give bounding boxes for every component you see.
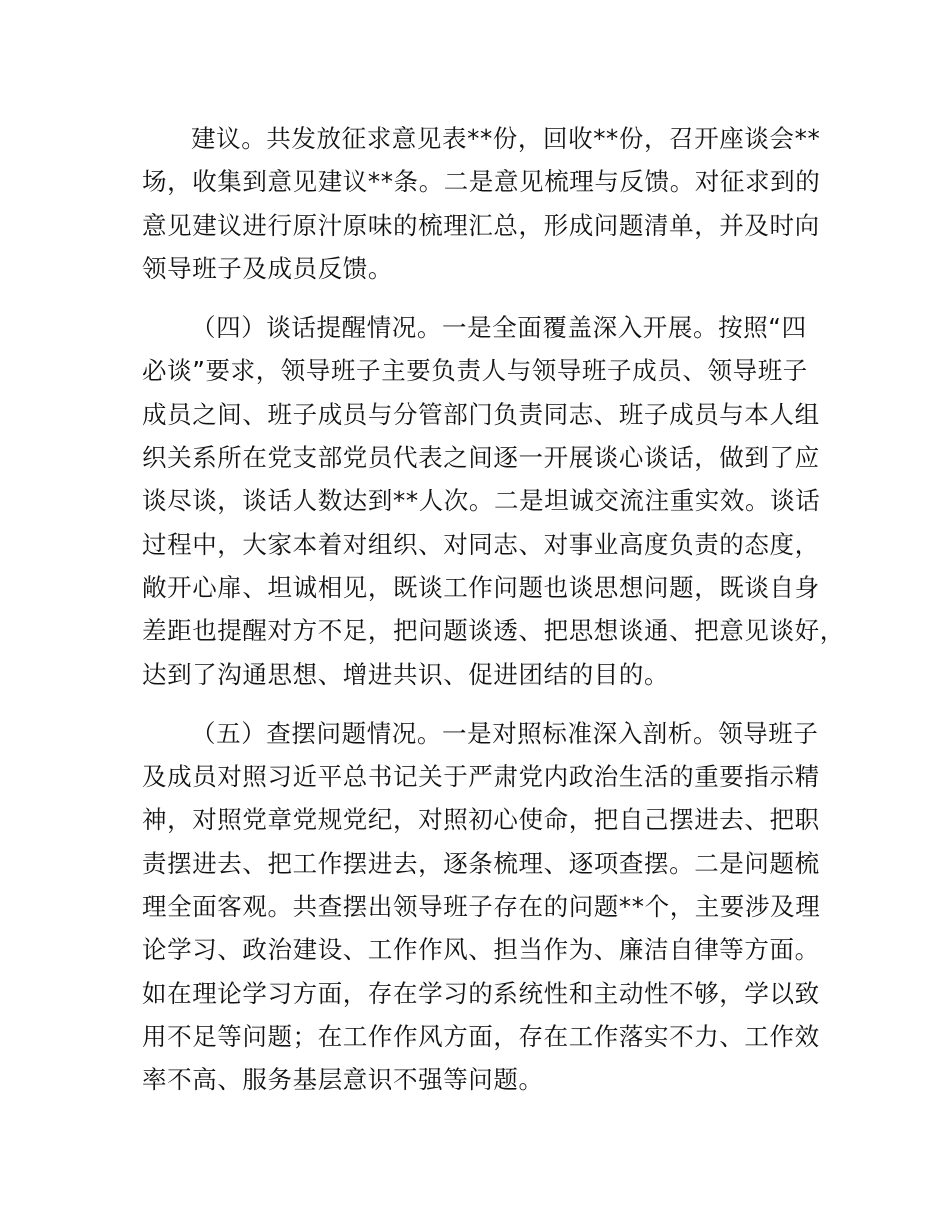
text-line: 如在理论学习方面，存在学习的系统性和主动性不够，学以致: [142, 978, 820, 1008]
text-line: 差距也提醒对方不足，把问题谈透、把思想谈通、把意见谈好，: [142, 616, 845, 646]
text-line: 意见建议进行原汁原味的梳理汇总，形成问题清单，并及时向: [142, 210, 820, 240]
text-line: 率不高、服务基层意识不强等问题。: [142, 1065, 544, 1095]
text-line: 过程中，大家本着对组织、对同志、对事业高度负责的态度，: [142, 529, 820, 559]
text-line: （五）查摆问题情况。一是对照标准深入剖析。领导班子: [191, 718, 819, 748]
text-line: 建议。共发放征求意见表**份，回收**份，召开座谈会**: [191, 124, 821, 153]
text-line: 谈尽谈，谈话人数达到**人次。二是坦诚交流注重实效。谈话: [142, 486, 821, 516]
paragraph-problem-check: [142, 712, 842, 1102]
text-line: 领导班子及成员反馈。: [142, 253, 393, 283]
paragraph-talk-reminder: [142, 306, 845, 696]
text-line: 责摆进去、把工作摆进去，逐条梳理、逐项查摆。二是问题梳: [142, 848, 820, 878]
text-line: 敞开心扉、坦诚相见，既谈工作问题也谈思想问题，既谈自身: [142, 572, 820, 602]
paragraph-opinion-feedback: [142, 117, 842, 290]
text-line: （四）谈话提醒情况。一是全面覆盖深入开展。按照“四: [191, 313, 807, 343]
text-line: 成员之间、班子成员与分管部门负责同志、班子成员与本人组: [142, 399, 820, 429]
document-body: [142, 117, 845, 1118]
text-line: 场，收集到意见建议**条。二是意见梳理与反馈。对征求到的: [142, 167, 821, 197]
text-line: 达到了沟通思想、增进共识、促进团结的目的。: [142, 659, 670, 689]
text-line: 理全面客观。共查摆出领导班子存在的问题**个，主要涉及理: [142, 892, 821, 922]
text-line: 必谈”要求，领导班子主要负责人与领导班子成员、领导班子: [142, 356, 808, 386]
text-line: 及成员对照习近平总书记关于严肃党内政治生活的重要指示精: [142, 762, 820, 792]
text-line: 神，对照党章党规党纪，对照初心使命，把自己摆进去、把职: [142, 805, 820, 835]
text-line: 用不足等问题；在工作作风方面，存在工作落实不力、工作效: [142, 1021, 820, 1051]
text-line: 织关系所在党支部党员代表之间逐一开展谈心谈话，做到了应: [142, 443, 820, 473]
text-line: 论学习、政治建设、工作作风、担当作为、廉洁自律等方面。: [142, 935, 820, 965]
